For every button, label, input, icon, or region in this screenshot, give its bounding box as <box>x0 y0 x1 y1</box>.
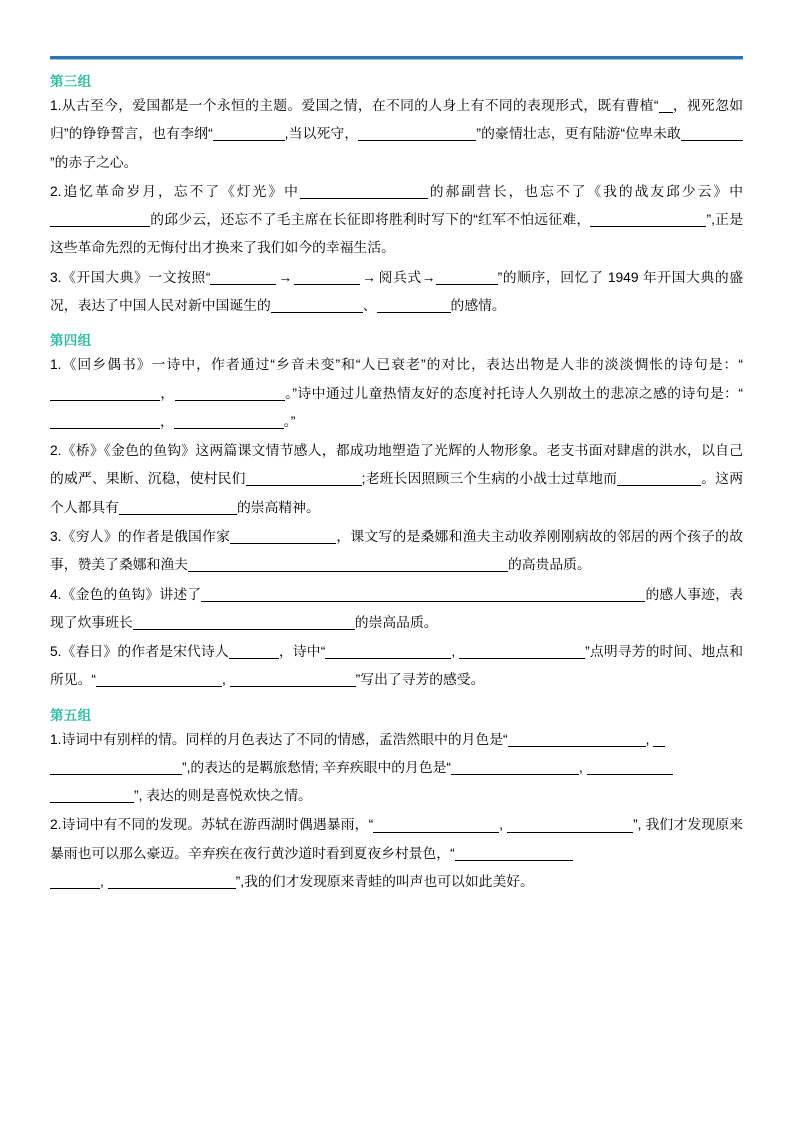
question-text: 的郝副营长，也忘不了《我的战友邱少云》中 <box>427 183 743 199</box>
answer-blank[interactable] <box>373 818 499 833</box>
answer-blank[interactable] <box>436 270 498 285</box>
question-paragraph <box>50 351 743 436</box>
question-text: ”写出了寻芳的感受。 <box>355 672 485 688</box>
answer-blank[interactable] <box>617 472 701 487</box>
question-text: 。”诗中通过儿童热情友好的态度衬托诗人久别故土的悲凉之感的诗句是：“ <box>284 385 743 401</box>
question-text: 2.诗词中有不同的发现。苏轼在游西湖时偶遇暴雨，“ <box>50 817 374 833</box>
question-paragraph <box>50 523 743 580</box>
question-text: 2.《桥》《金色的鱼钩》这两篇课文情节感人，都成功地塑造了光辉的人物形象。老支书面对肆虐的洪水，以自己的威严、果断、沉稳，使村民们 <box>50 443 743 487</box>
question-text: ”, 表达的则是喜悦欢快之情。 <box>134 788 312 804</box>
question-text: 4.《金色的鱼钩》讲述了 <box>50 586 202 602</box>
answer-blank[interactable] <box>174 414 284 429</box>
answer-blank[interactable] <box>451 760 579 775</box>
question-paragraph <box>50 264 743 321</box>
answer-blank[interactable] <box>50 760 182 775</box>
answer-blank[interactable] <box>358 127 476 142</box>
group-spacer <box>50 897 743 901</box>
answer-blank[interactable] <box>300 184 428 199</box>
question-text: 的崇高品质。 <box>354 614 438 630</box>
question-text: ”,正是这些革命先烈的无悔付出才换来了我们如今的幸福生活。 <box>50 212 744 256</box>
group-title: 第五组 <box>50 707 92 723</box>
question-text: , <box>222 672 230 688</box>
question-text: 1.诗词中有别样的情。同样的月色表达了不同的情感，孟浩然眼中的月色是“ <box>50 731 508 747</box>
answer-blank[interactable] <box>96 673 222 688</box>
question-text: 阅兵式→ <box>378 269 436 285</box>
answer-blank[interactable] <box>587 760 673 775</box>
answer-blank[interactable] <box>201 587 645 602</box>
answer-blank[interactable] <box>50 874 100 889</box>
question-paragraph <box>50 178 743 263</box>
answer-blank[interactable] <box>229 644 279 659</box>
question-text: , <box>499 817 508 833</box>
question-paragraph <box>50 92 743 177</box>
question-text: ，视死忽如归”的铮铮誓言，也有李纲“ <box>50 98 744 142</box>
question-text: 。” <box>283 413 296 429</box>
question-text: 5.《春日》的作者是宋代诗人 <box>50 644 229 660</box>
question-text: , <box>645 731 654 747</box>
arrow-icon: → <box>362 269 377 285</box>
question-text: ”,我的们才发现原来青蛙的叫声也可以如此美好。 <box>235 874 534 890</box>
question-text: ，诗中“ <box>278 644 326 660</box>
question-text: , <box>451 644 460 660</box>
question-text: 。这两个人都具有 <box>50 471 743 515</box>
question-paragraph <box>50 581 743 638</box>
question-text: 1.从古至今，爱国都是一个永恒的主题。爱国之情，在不同的人身上有不同的表现形式，既有曹植“ <box>50 98 659 113</box>
answer-blank[interactable] <box>294 270 360 285</box>
question-text: 的感情。 <box>450 297 506 313</box>
question-text: ”的豪情壮志，更有陆游“位卑未敢 <box>476 126 681 142</box>
answer-blank[interactable] <box>659 98 673 113</box>
answer-blank[interactable] <box>508 732 646 747</box>
question-text: ”的顺序，回忆了 1949 年开国大典的盛况，表达了中国人民对新中国诞生的 <box>50 269 743 313</box>
question-text: , <box>100 874 108 890</box>
answer-blank[interactable] <box>271 298 363 313</box>
answer-blank[interactable] <box>377 298 451 313</box>
answer-blank[interactable] <box>50 386 160 401</box>
answer-blank[interactable] <box>133 615 355 630</box>
answer-blank[interactable] <box>108 874 236 889</box>
group-spacer <box>50 696 743 700</box>
answer-blank[interactable] <box>50 788 134 803</box>
question-text: 的崇高精神。 <box>236 499 320 515</box>
answer-blank[interactable] <box>50 212 150 227</box>
answer-blank[interactable] <box>213 127 285 142</box>
answer-blank[interactable] <box>325 644 451 659</box>
question-paragraph <box>50 726 743 811</box>
arrow-icon: → <box>278 269 293 285</box>
question-text: ”, 我们才发现原来暴雨也可以那么豪迈。辛弃疾在夜行黄沙道时看到夏夜乡村景色，“ <box>50 817 743 861</box>
group-title: 第四组 <box>50 333 92 349</box>
answer-blank[interactable] <box>653 732 665 747</box>
answer-blank[interactable] <box>507 818 633 833</box>
document-content <box>50 70 743 901</box>
question-text: 1.《回乡偶书》一诗中，作者通过“乡音未变”和“人已衰老”的对比，表达出物是人非的淡淡惆怅的诗句是：“ <box>50 357 743 373</box>
question-text: ”,的表达的是羁旅愁情; 辛弃疾眼中的月色是“ <box>182 759 452 775</box>
answer-blank[interactable] <box>175 386 285 401</box>
answer-blank[interactable] <box>119 500 237 515</box>
question-paragraph <box>50 437 743 522</box>
answer-blank[interactable] <box>459 644 585 659</box>
answer-blank[interactable] <box>50 414 160 429</box>
question-text: 3.《开国大典》一文按照“ <box>50 269 211 285</box>
answer-blank[interactable] <box>188 557 508 572</box>
question-text: 的感人事迹，表现了炊事班长 <box>50 586 744 630</box>
question-text: , <box>579 759 587 775</box>
question-text: 的高贵品质。 <box>507 557 591 573</box>
answer-blank[interactable] <box>230 673 356 688</box>
question-text: ， <box>160 385 175 401</box>
answer-blank[interactable] <box>246 472 362 487</box>
question-paragraph <box>50 811 743 896</box>
question-text: ;老班长因照顾三个生病的小战士过草地而 <box>361 471 618 487</box>
answer-blank[interactable] <box>210 270 276 285</box>
question-text: 、 <box>362 297 377 313</box>
answer-blank[interactable] <box>455 846 573 861</box>
header-divider <box>50 56 743 60</box>
question-text: 3.《穷人》的作者是俄国作家 <box>50 528 231 544</box>
question-text: ”点明寻芳的时间、地点和所见。“ <box>50 644 743 688</box>
answer-blank[interactable] <box>230 529 336 544</box>
question-text: ”的赤子之心。 <box>50 154 138 170</box>
question-text: ， <box>160 413 174 429</box>
question-text: 2.追忆革命岁月，忘不了《灯光》中 <box>50 183 300 199</box>
answer-blank[interactable] <box>590 212 706 227</box>
question-text: ,当以死守， <box>284 126 359 142</box>
question-text: 的邱少云，还忘不了毛主席在长征即将胜利时写下的“红军不怕远征难， <box>150 212 591 228</box>
group-title: 第三组 <box>50 74 92 89</box>
group-spacer <box>50 321 743 325</box>
answer-blank[interactable] <box>681 127 743 142</box>
question-paragraph <box>50 638 743 695</box>
question-text: ，课文写的是桑娜和渔夫主动收养刚刚病故的邻居的两个孩子的故事，赞美了桑娜和渔夫 <box>50 528 743 573</box>
